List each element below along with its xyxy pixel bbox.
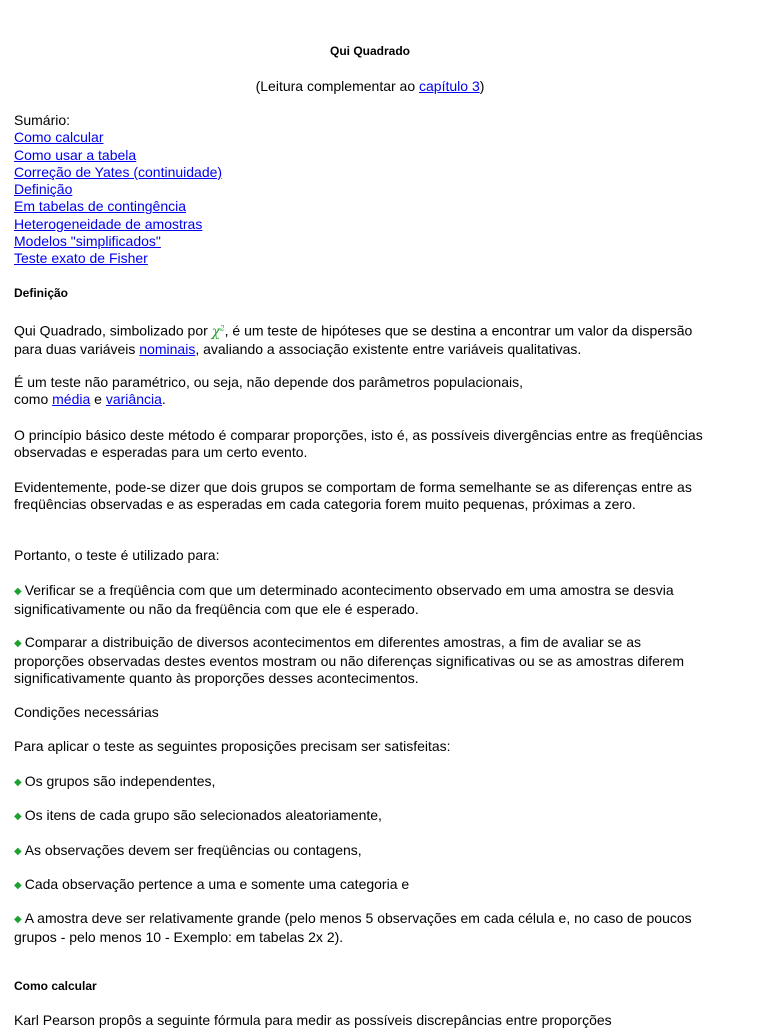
condition-item-2 — [14, 807, 714, 826]
green-diamond-icon: ◆ — [14, 811, 22, 822]
summary — [14, 112, 222, 268]
condition-item-1 — [14, 773, 714, 792]
section-heading-como-calcular: Como calcular — [14, 979, 97, 993]
subtitle — [0, 78, 740, 94]
condition-text: As observações devem ser freqüências ou contagens, — [24, 842, 362, 858]
use-item-text: Verificar se a freqüência com que um determinado acontecimento observado em uma amostra se desvia significativamente ou não da freqüência com que ele é esperado. — [14, 582, 674, 617]
text-run: . — [161, 391, 166, 407]
definition-paragraph-4: Evidentemente, pode-se dizer que dois grupos se comportam de forma semelhante se as diferenças entre as freqüências observadas e as esperadas em cada categoria forem muito pequenas, próximas a zero. — [14, 479, 692, 512]
section-heading-definicao: Definição — [14, 286, 69, 300]
subtitle-suffix: ) — [479, 78, 485, 94]
summary-link-teste-fisher[interactable]: Teste exato de Fisher — [14, 250, 148, 267]
chi-exponent: 2 — [220, 324, 225, 332]
condition-text: A amostra deve ser relativamente grande (pelo menos 5 observações em cada célula e, no caso de poucos grupos - pelo menos 10 - Exemplo: em tabelas 2x 2). — [14, 910, 692, 945]
definition-paragraph-1 — [14, 320, 714, 358]
chi-letter: χ — [211, 323, 221, 340]
conditions-title: Condições necessárias — [14, 704, 159, 720]
summary-link-definicao[interactable]: Definição — [14, 181, 73, 198]
summary-link-heterogeneidade[interactable]: Heterogeneidade de amostras — [14, 215, 203, 232]
summary-link-modelos-simplificados[interactable]: Modelos "simplificados" — [14, 233, 161, 250]
green-diamond-icon: ◆ — [14, 638, 22, 649]
subtitle-prefix: (Leitura complementar ao — [255, 78, 420, 94]
green-diamond-icon: ◆ — [14, 880, 22, 891]
definition-paragraph-2 — [14, 374, 714, 408]
text-run: , é um teste de hipóteses que se destina a encontrar um valor da dispersão para duas variáveis — [14, 322, 693, 357]
use-item-text: Comparar a distribuição de diversos acontecimentos em diferentes amostras, a fim de avaliar se as proporções observadas destes eventos mostram ou não diferenças significativas ou se as amostras diferem significativamente quanto às proporções desses acontecimentos. — [14, 634, 685, 686]
how-paragraph-1: Karl Pearson propôs a seguinte fórmula para medir as possíveis discrepâncias entre proporções — [14, 1012, 612, 1028]
condition-text: Os itens de cada grupo são selecionados aleatoriamente, — [24, 807, 382, 823]
text-run: como — [14, 391, 53, 407]
page-title: Qui Quadrado — [329, 44, 410, 58]
summary-link-como-calcular[interactable]: Como calcular — [14, 129, 104, 146]
green-diamond-icon: ◆ — [14, 846, 22, 857]
green-diamond-icon: ◆ — [14, 586, 22, 597]
text-run: Qui Quadrado, simbolizado por — [14, 322, 212, 339]
condition-item-5 — [14, 910, 714, 946]
summary-link-como-usar-tabela[interactable]: Como usar a tabela — [14, 146, 137, 163]
text-run: , avaliando a associação existente entre variáveis qualitativas. — [195, 340, 582, 357]
definition-paragraph-3: O princípio básico deste método é comparar proporções, isto é, as possíveis divergências entre as freqüências observadas e esperadas para um certo evento. — [14, 427, 703, 460]
summary-link-tabelas-contingencia[interactable]: Em tabelas de contingência — [14, 198, 186, 215]
condition-text: Cada observação pertence a uma e somente uma categoria e — [24, 876, 410, 892]
chapter-link[interactable]: capítulo 3 — [419, 78, 480, 94]
conditions-intro: Para aplicar o teste as seguintes proposições precisam ser satisfeitas: — [14, 738, 451, 754]
media-link[interactable]: média — [52, 391, 91, 407]
text-run: e — [90, 391, 106, 407]
variancia-link[interactable]: variância — [105, 391, 162, 407]
use-item-2 — [14, 634, 714, 687]
summary-link-correcao-yates[interactable]: Correção de Yates (continuidade) — [14, 163, 223, 180]
text-run: É um teste não paramétrico, ou seja, não depende dos parâmetros populacionais, — [14, 374, 523, 390]
summary-label: Sumário: — [14, 112, 71, 128]
condition-item-4 — [14, 876, 714, 895]
condition-text: Os grupos são independentes, — [24, 773, 216, 789]
chi-square-symbol — [212, 324, 225, 340]
use-item-1 — [14, 582, 714, 618]
green-diamond-icon: ◆ — [14, 777, 22, 788]
green-diamond-icon: ◆ — [14, 914, 22, 925]
nominais-link[interactable]: nominais — [139, 340, 196, 357]
condition-item-3 — [14, 842, 714, 861]
definition-paragraph-5: Portanto, o teste é utilizado para: — [14, 547, 220, 563]
